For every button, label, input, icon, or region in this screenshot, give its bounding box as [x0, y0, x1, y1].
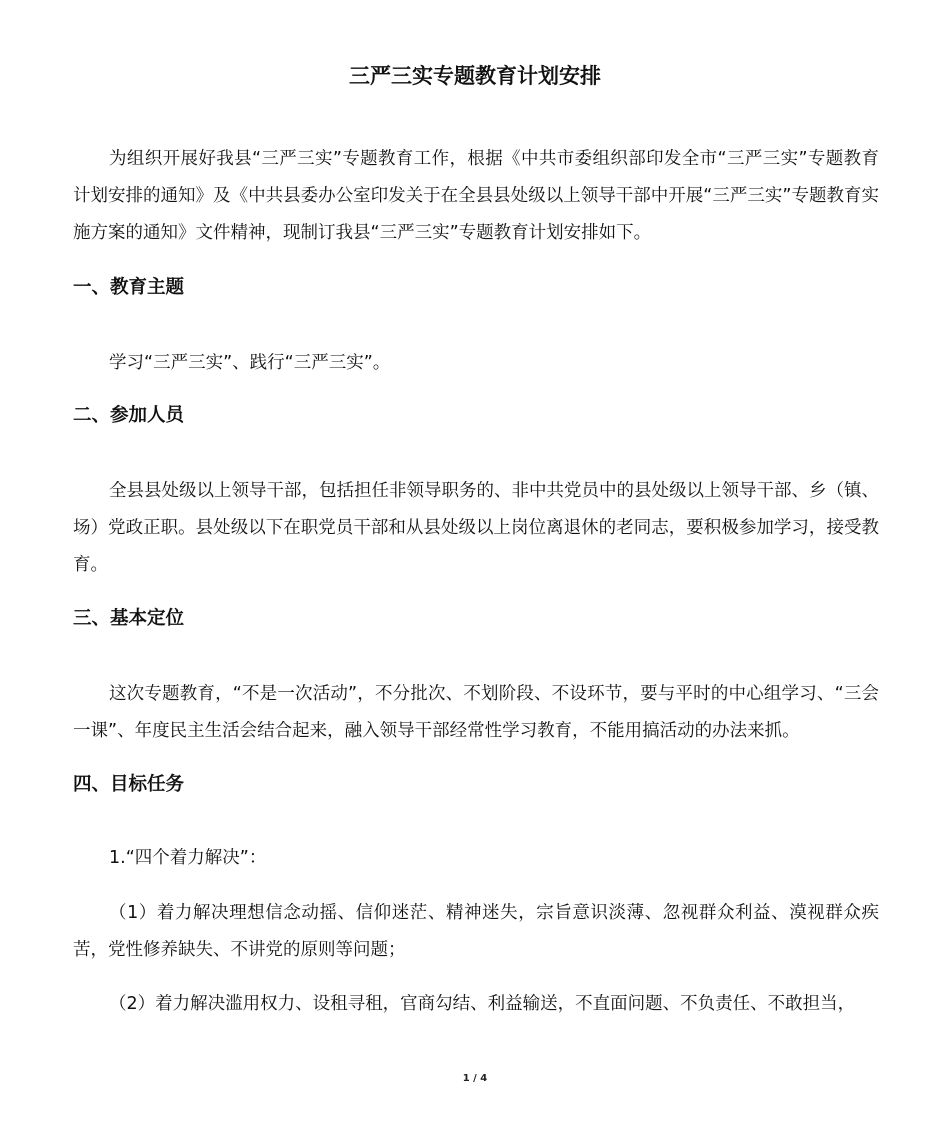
section-body-participants: 全县县处级以上领导干部，包括担任非领导职务的、非中共党员中的县处级以上领导干部、乡（镇、场）党政正职。县处级以下在职党员干部和从县处级以上岗位离退休的老同志，要积极参加学习，接受教育。	[73, 481, 879, 575]
goal-item-2: （2）着力解决滥用权力、设租寻租，官商勾结、利益输送，不直面问题、不负责任、不敢担当，	[109, 994, 856, 1014]
section-body-positioning: 这次专题教育，“不是一次活动”，不分批次、不划阶段、不设环节，要与平时的中心组学习、“三会一课”、年度民主生活会结合起来，融入领导干部经常性学习教育，不能用搞活动的办法来抓。	[73, 684, 879, 741]
section-heading-positioning: 三、基本定位	[73, 608, 185, 629]
section-heading-goals: 四、目标任务	[73, 774, 185, 795]
section-body-theme: 学习“三严三实”、践行“三严三实”。	[109, 353, 391, 373]
goal-item-1: （1）着力解决理想信念动摇、信仰迷茫、精神迷失，宗旨意识淡薄、忽视群众利益、漠视群众疾苦，党性修养缺失、不讲党的原则等问题；	[73, 903, 879, 960]
goal-item-title: 1.“四个着力解决”：	[109, 848, 267, 868]
section-heading-participants: 二、参加人员	[73, 405, 185, 426]
document-title: 三严三实专题教育计划安排	[349, 64, 601, 88]
page-indicator: 1 / 4	[462, 1073, 488, 1084]
section-heading-theme: 一、教育主题	[73, 277, 185, 298]
intro-paragraph: 为组织开展好我县“三严三实”专题教育工作，根据《中共市委组织部印发全市“三严三实”专题教育计划安排的通知》及《中共县委办公室印发关于在全县县处级以上领导干部中开展“三严三实”专题教育实施方案的通知》文件精神，现制订我县“三严三实”专题教育计划安排如下。	[73, 149, 879, 243]
